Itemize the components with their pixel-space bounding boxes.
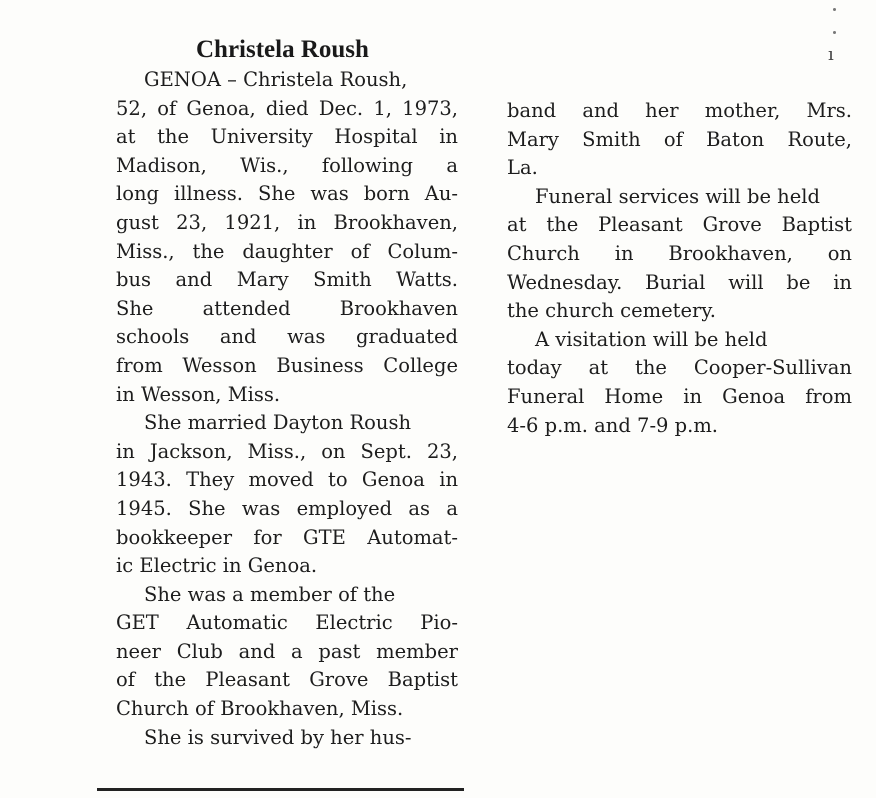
- text-line: 1945. She was employed as a: [116, 496, 458, 520]
- text-line: ic Electric in Genoa.: [116, 554, 318, 578]
- text-line: Miss., the daughter of Colum-: [116, 239, 458, 263]
- text-line: Funeral services will be held: [535, 184, 820, 208]
- text-line: neer Club and a past member: [116, 639, 458, 663]
- text-line: at the University Hospital in: [116, 125, 458, 149]
- text-line: 52, of Genoa, died Dec. 1, 1973,: [116, 96, 458, 120]
- margin-mark: ı: [828, 44, 834, 65]
- text-line: 4-6 p.m. and 7-9 p.m.: [507, 413, 719, 437]
- text-line: gust 23, 1921, in Brookhaven,: [116, 210, 458, 234]
- text-line: She married Dayton Roush: [144, 411, 412, 435]
- text-line: GENOA – Christela Roush,: [144, 68, 408, 91]
- text-line: Mary Smith of Baton Route,: [507, 127, 852, 151]
- text-line: long illness. She was born Au-: [116, 182, 458, 206]
- text-line: 1943. They moved to Genoa in: [116, 468, 458, 492]
- text-line: bookkeeper for GTE Automat-: [116, 525, 458, 549]
- text-line: band and her mother, Mrs.: [507, 99, 852, 122]
- text-line: She attended Brookhaven: [116, 296, 458, 320]
- text-line: Funeral Home in Genoa from: [507, 384, 852, 408]
- text-line: schools and was graduated: [116, 325, 458, 349]
- right-column: [507, 97, 852, 440]
- text-line: in Wesson, Miss.: [116, 382, 281, 406]
- margin-speck: [833, 31, 836, 34]
- text-line: of the Pleasant Grove Baptist: [116, 668, 458, 692]
- text-line: She was a member of the: [144, 582, 396, 606]
- text-line: Church of Brookhaven, Miss.: [116, 697, 404, 721]
- text-line: from Wesson Business College: [116, 353, 458, 377]
- text-line: bus and Mary Smith Watts.: [116, 268, 458, 292]
- margin-speck: [833, 8, 836, 11]
- text-line: A visitation will be held: [535, 327, 768, 351]
- text-line: at the Pleasant Grove Baptist: [507, 213, 852, 237]
- text-line: She is survived by her hus-: [144, 725, 412, 749]
- text-line: La.: [507, 156, 538, 180]
- text-line: the church cemetery.: [507, 299, 716, 323]
- text-line: in Jackson, Miss., on Sept. 23,: [116, 439, 458, 463]
- text-line: today at the Cooper-Sullivan: [507, 356, 852, 380]
- text-line: GET Automatic Electric Pio-: [116, 611, 458, 635]
- obituary-headline: Christela Roush: [196, 36, 369, 63]
- left-column: [116, 66, 458, 752]
- bottom-rule: [97, 788, 464, 791]
- text-line: Madison, Wis., following a: [116, 153, 458, 177]
- text-line: Church in Brookhaven, on: [507, 241, 852, 265]
- text-line: Wednesday. Burial will be in: [507, 270, 852, 294]
